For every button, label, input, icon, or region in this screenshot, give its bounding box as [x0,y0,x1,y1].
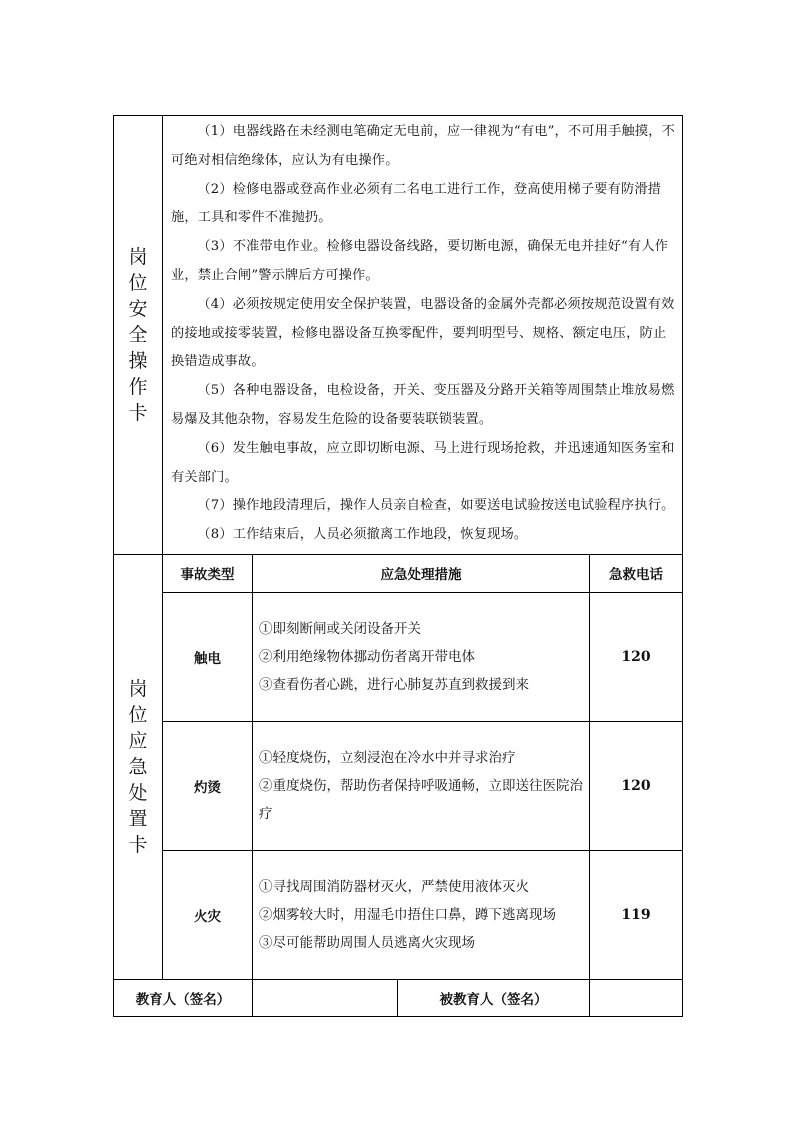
educator-signature-label: 教育人（签名） [114,979,253,1016]
section-title-emergency-card: 岗 位 应 急 处 置 卡 [114,554,163,979]
safety-rule-1: （1）电器线路在未经测电笔确定无电前，应一律视为“有电”，不可用手触摸，不可绝对相信绝缘体，应认为有电操作。 [171,124,676,168]
section-title-safety-card: 岗 位 安 全 操 作 卡 [114,116,163,555]
header-incident-type: 事故类型 [163,554,253,592]
educatee-signature-label: 被教育人（签名） [398,979,590,1016]
header-emergency-phone: 急救电话 [590,554,683,592]
incident-type: 灼烫 [163,721,253,850]
safety-rule-3: （3）不准带电作业。检修电器设备线路，要切断电源，确保无电并挂好“有人作业，禁止合闸”警示牌后方可操作。 [171,239,669,283]
measure-item: ②重度烧伤，帮助伤者保持呼吸通畅，立即送往医院治疗 [259,777,583,822]
incident-row-electric-shock [114,592,683,721]
incident-row-fire [114,850,683,979]
incident-measures [253,721,590,850]
incident-type: 火灾 [163,850,253,979]
incident-row-burn [114,721,683,850]
measure-item: ①寻找周围消防器材灭火，严禁使用液体灭火 [259,878,529,895]
educatee-signature-field[interactable] [590,979,683,1016]
header-emergency-measures: 应急处理措施 [253,554,590,592]
emergency-header-row [114,554,683,592]
measure-item: ①轻度烧伤，立刻浸泡在冷水中并寻求治疗 [259,749,516,766]
incident-measures [253,592,590,721]
incident-phone: 119 [590,850,683,979]
measure-item: ③查看伤者心跳，进行心肺复苏直到救援到来 [259,676,529,693]
measure-item: ③尽可能帮助周围人员逃离火灾现场 [259,934,475,951]
measure-item: ②利用绝缘物体挪动伤者离开带电体 [259,648,475,665]
incident-phone: 120 [590,721,683,850]
safety-rule-7: （7）操作地段清理后，操作人员亲自检查，如要送电试验按送电试验程序执行。 [197,498,675,514]
section-safety-row [114,116,683,555]
safety-rules-body [163,116,683,555]
incident-phone: 120 [590,592,683,721]
safety-rule-8: （8）工作结束后，人员必须撤离工作地段，恢复现场。 [197,527,528,543]
measure-item: ②烟雾较大时，用湿毛巾捂住口鼻，蹲下逃离现场 [259,906,556,923]
safety-rule-4: （4）必须按规定使用安全保护装置，电器设备的金属外壳都必须按规范设置有效的接地或接零装置，检修电器设备互换零配件，要判明型号、规格、额定电压，防止换错造成事故。 [171,296,675,370]
measure-item: ①即刻断闸或关闭设备开关 [259,620,421,637]
educator-signature-field[interactable] [253,979,398,1016]
incident-measures [253,850,590,979]
signature-row [114,979,683,1016]
safety-rule-2: （2）检修电器或登高作业必须有二名电工进行工作，登高使用梯子要有防滑措施，工具和零件不准抛扔。 [171,181,662,226]
safety-card-table [113,115,683,1017]
safety-rule-6: （6）发生触电事故，应立即切断电源、马上进行现场抢救，并迅速通知医务室和有关部门。 [171,440,675,485]
incident-type: 触电 [163,592,253,721]
safety-rule-5: （5）各种电器设备，电检设备，开关、变压器及分路开关箱等周围禁止堆放易燃易爆及其他杂物，容易发生危险的设备要装联锁装置。 [171,383,675,427]
